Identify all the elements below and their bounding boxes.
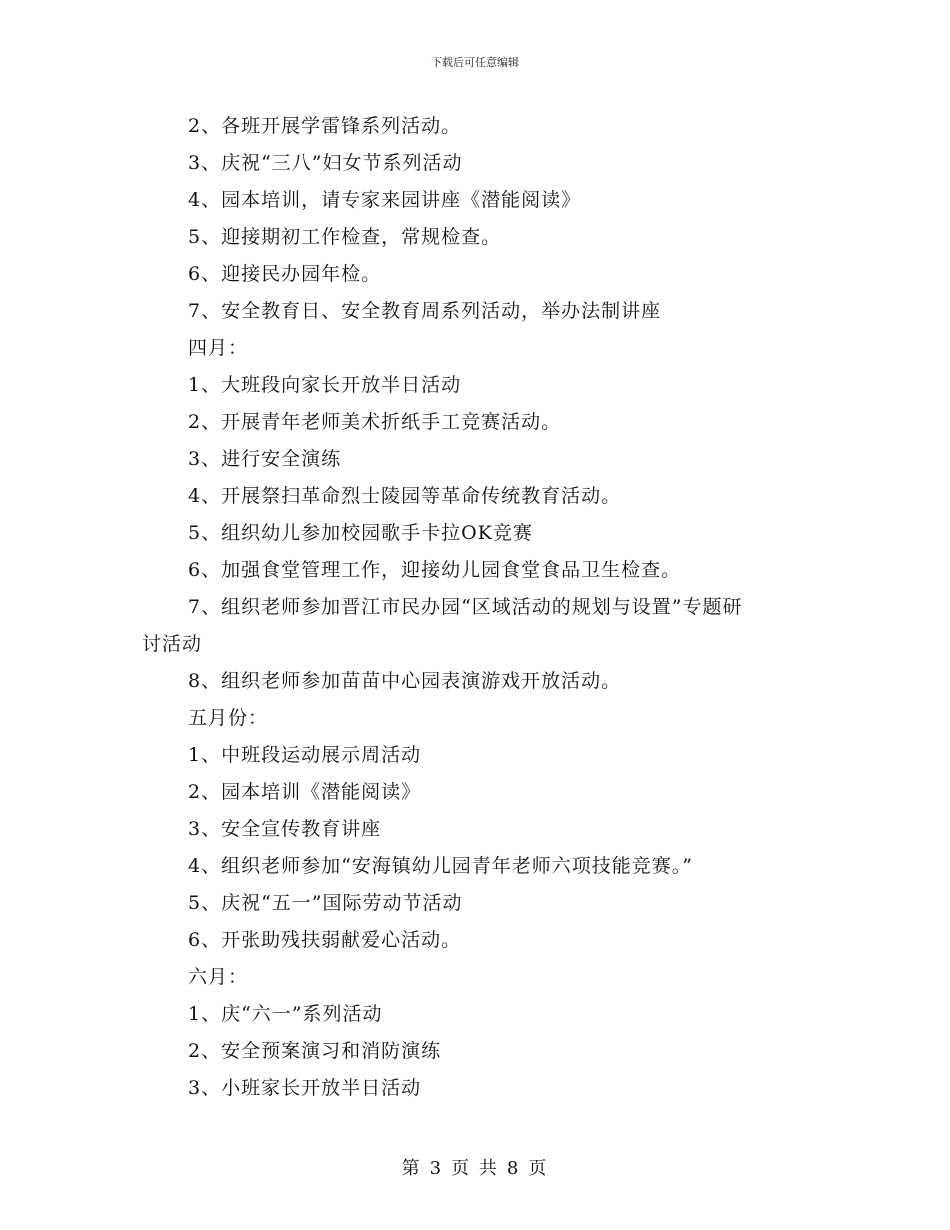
paragraph-line: 1、中班段运动展示周活动	[188, 744, 422, 766]
document-body	[142, 108, 822, 1107]
paragraph-line: 7、安全教育日、安全教育周系列活动，举办法制讲座	[188, 300, 662, 322]
footer-total-pages: 8	[506, 1158, 521, 1179]
paragraph-line: 2、开展青年老师美术折纸手工竞赛活动。	[188, 411, 562, 433]
paragraph-line: 3、庆祝“三八”妇女节系列活动	[188, 152, 463, 174]
footer-middle: 页 共	[451, 1158, 499, 1179]
month-heading: 五月份：	[188, 707, 269, 729]
paragraph-line: 2、园本培训《潜能阅读》	[188, 781, 422, 803]
paragraph-line: 5、迎接期初工作检查，常规检查。	[188, 226, 502, 248]
footer-suffix: 页	[528, 1158, 549, 1179]
paragraph-line-continuation: 讨活动	[142, 633, 203, 655]
paragraph-line: 2、各班开展学雷锋系列活动。	[188, 115, 462, 137]
paragraph-line: 8、组织老师参加苗苗中心园表演游戏开放活动。	[188, 670, 622, 692]
paragraph-line: 2、安全预案演习和消防演练	[188, 1040, 442, 1062]
paragraph-line: 6、迎接民办园年检。	[188, 263, 382, 285]
paragraph-line: 7、组织老师参加晋江市民办园“区域活动的规划与设置”专题研	[188, 596, 743, 618]
paragraph-line: 6、加强食堂管理工作，迎接幼儿园食堂食品卫生检查。	[188, 559, 682, 581]
paragraph-line: 3、进行安全演练	[188, 448, 342, 470]
paragraph-line: 3、小班家长开放半日活动	[188, 1077, 422, 1099]
paragraph-line: 4、组织老师参加“安海镇幼儿园青年老师六项技能竞赛。”	[188, 855, 694, 877]
paragraph-line: 4、园本培训，请专家来园讲座《潜能阅读》	[188, 189, 582, 211]
paragraph-line: 5、庆祝“五一”国际劳动节活动	[188, 892, 463, 914]
paragraph-line: 4、开展祭扫革命烈士陵园等革命传统教育活动。	[188, 485, 622, 507]
paragraph-line: 3、安全宣传教育讲座	[188, 818, 382, 840]
month-heading: 六月：	[188, 966, 249, 988]
month-heading: 四月：	[188, 337, 249, 359]
footer-prefix: 第	[401, 1158, 422, 1179]
page-footer	[0, 1154, 950, 1180]
paragraph-line: 1、大班段向家长开放半日活动	[188, 374, 462, 396]
paragraph-line: 1、庆“六一”系列活动	[188, 1003, 383, 1025]
footer-page-number: 3	[429, 1158, 444, 1179]
paragraph-line: 5、组织幼儿参加校园歌手卡拉OK竞赛	[188, 522, 533, 544]
page-header: 下载后可任意编辑	[431, 56, 519, 69]
paragraph-line: 6、开张助残扶弱献爱心活动。	[188, 929, 462, 951]
